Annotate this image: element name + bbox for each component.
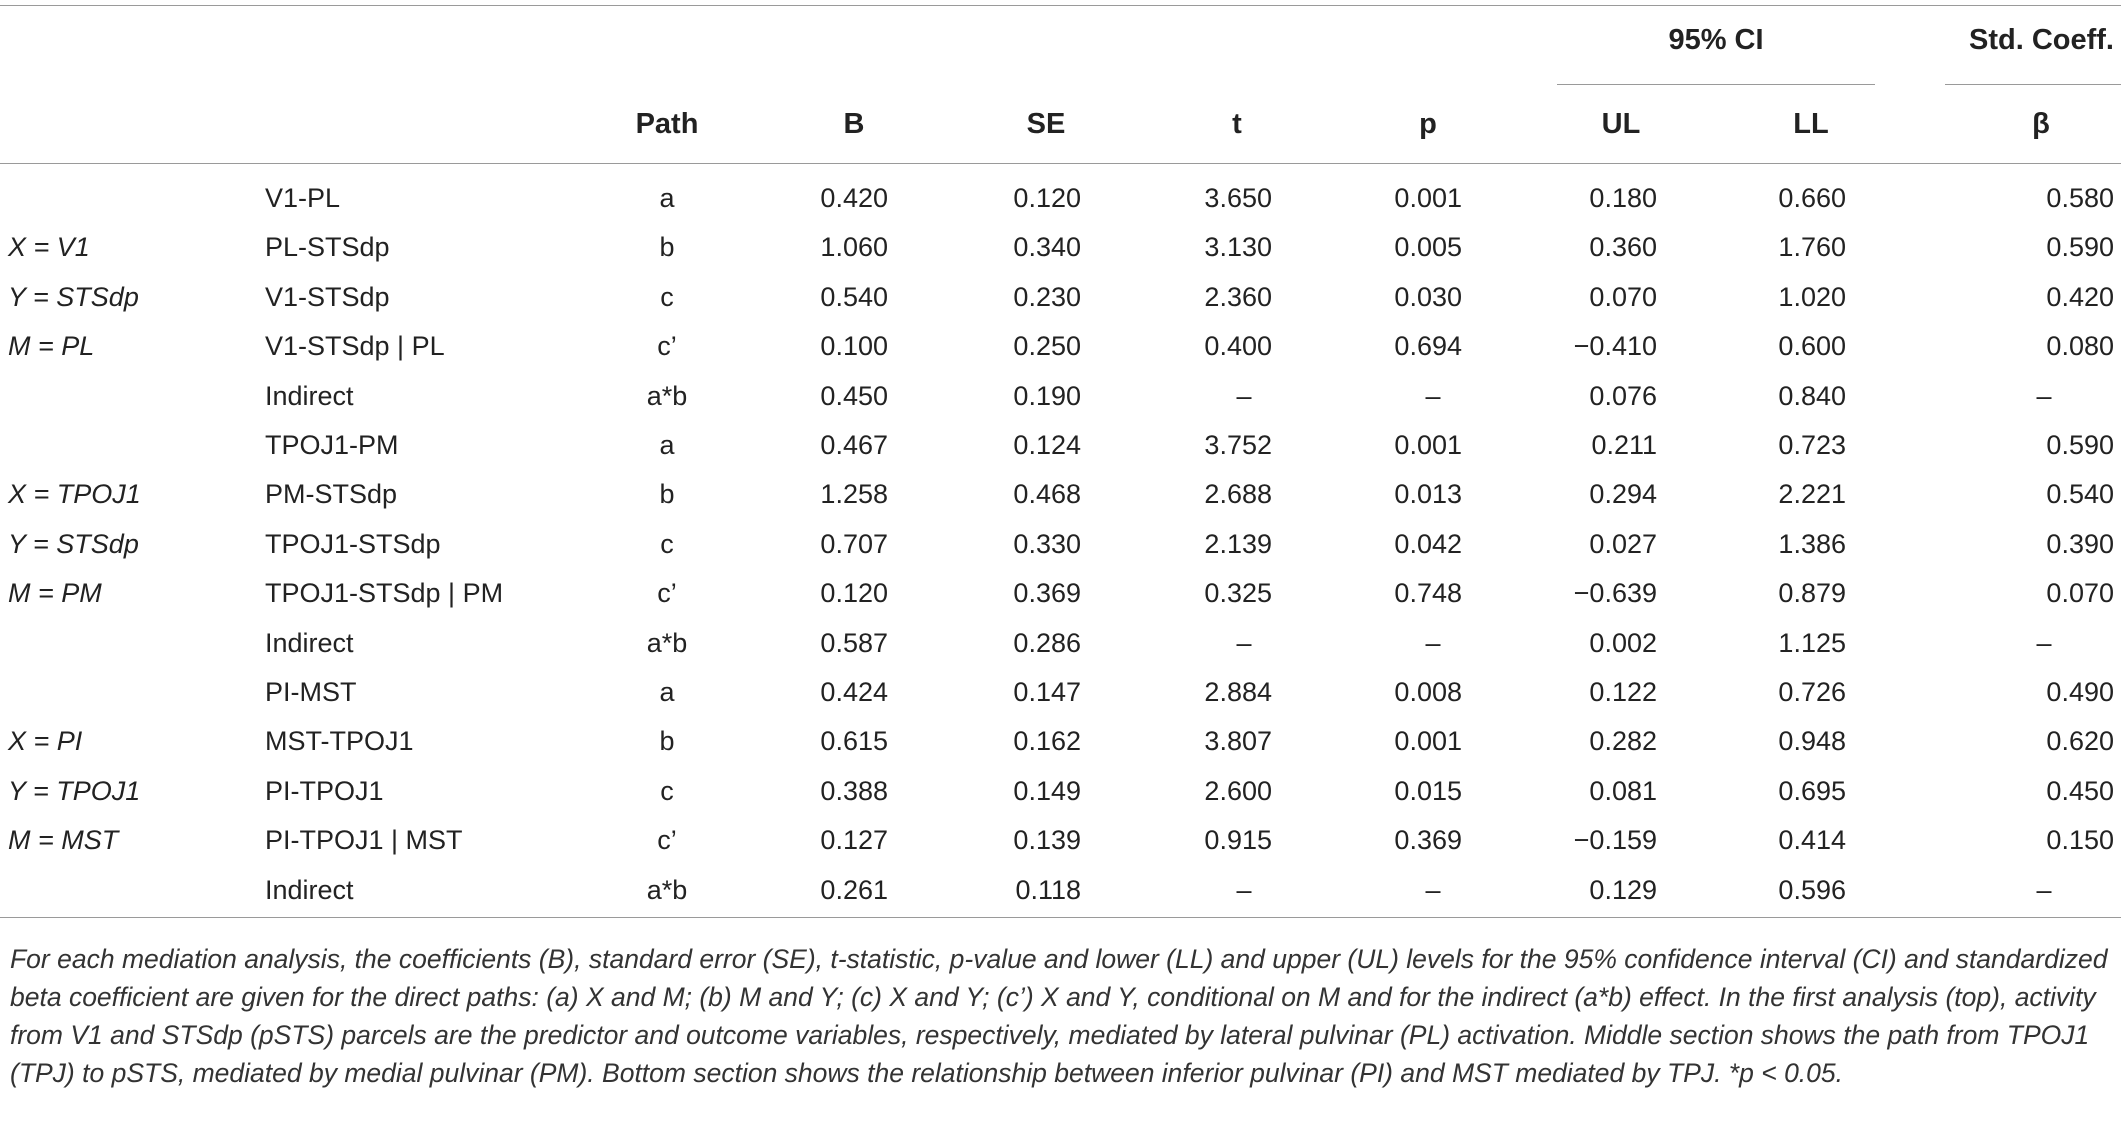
ul-cell: 0.211	[1591, 430, 1657, 460]
beta-cell: 0.590	[2046, 430, 2114, 460]
path-name-cell: PI-TPOJ1	[265, 776, 384, 806]
beta-cell: 0.450	[2046, 776, 2114, 806]
path-cell: a	[659, 430, 675, 460]
path-cell: a	[659, 183, 675, 213]
std-coeff-group-rule	[1945, 84, 2121, 85]
table-top-rule	[0, 5, 2121, 6]
column-header-path: Path	[635, 108, 699, 140]
ul-cell: 0.294	[1589, 479, 1657, 509]
p-cell: –	[1425, 628, 1441, 658]
t-cell: 2.360	[1204, 282, 1272, 312]
header-bottom-rule	[0, 163, 2121, 164]
p-cell: 0.005	[1394, 232, 1462, 262]
ul-cell: −0.159	[1573, 825, 1657, 855]
path-name-cell: V1-PL	[265, 183, 341, 213]
beta-cell: –	[2036, 381, 2052, 411]
se-cell: 0.330	[1013, 529, 1081, 559]
path-cell: b	[659, 726, 675, 756]
ul-cell: 0.027	[1589, 529, 1657, 559]
se-cell: 0.120	[1013, 183, 1081, 213]
beta-cell: 0.080	[2046, 331, 2114, 361]
model-cell: Y = STSdp	[8, 282, 139, 312]
b-cell: 0.587	[820, 628, 888, 658]
path-cell: c’	[657, 331, 677, 361]
column-header-ul: UL	[1601, 108, 1641, 140]
ul-cell: 0.282	[1589, 726, 1657, 756]
ll-cell: 0.726	[1778, 677, 1846, 707]
p-cell: 0.030	[1394, 282, 1462, 312]
model-cell: M = MST	[8, 825, 119, 855]
t-cell: 2.600	[1204, 776, 1272, 806]
column-header-ll: LL	[1793, 108, 1829, 140]
p-cell: 0.748	[1394, 578, 1462, 608]
beta-cell: 0.590	[2046, 232, 2114, 262]
path-cell: c’	[657, 578, 677, 608]
path-cell: b	[659, 232, 675, 262]
model-cell: Y = STSdp	[8, 529, 139, 559]
t-cell: 3.130	[1204, 232, 1272, 262]
ll-cell: 0.660	[1778, 183, 1846, 213]
path-name-cell: PM-STSdp	[265, 479, 398, 509]
se-cell: 0.190	[1013, 381, 1081, 411]
beta-cell: 0.420	[2046, 282, 2114, 312]
path-name-cell: V1-STSdp | PL	[265, 331, 445, 361]
se-cell: 0.230	[1013, 282, 1081, 312]
path-name-cell: PI-MST	[265, 677, 357, 707]
column-header-p: p	[1419, 108, 1437, 140]
ll-cell: 0.948	[1778, 726, 1846, 756]
column-header-t: t	[1232, 108, 1242, 140]
path-cell: b	[659, 479, 675, 509]
ll-cell: 0.723	[1778, 430, 1846, 460]
path-name-cell: Indirect	[265, 875, 354, 905]
se-cell: 0.147	[1013, 677, 1081, 707]
ul-cell: 0.122	[1589, 677, 1657, 707]
model-cell: X = TPOJ1	[8, 479, 141, 509]
b-cell: 0.388	[820, 776, 888, 806]
se-cell: 0.139	[1013, 825, 1081, 855]
b-cell: 0.120	[820, 578, 888, 608]
ul-cell: 0.070	[1589, 282, 1657, 312]
path-name-cell: Indirect	[265, 381, 354, 411]
ll-cell: 1.020	[1778, 282, 1846, 312]
path-name-cell: TPOJ1-STSdp	[265, 529, 441, 559]
model-cell: X = V1	[8, 232, 90, 262]
p-cell: –	[1425, 875, 1441, 905]
ul-cell: −0.639	[1573, 578, 1657, 608]
beta-cell: 0.620	[2046, 726, 2114, 756]
beta-cell: –	[2036, 875, 2052, 905]
column-header-beta: β	[2032, 108, 2050, 140]
beta-cell: 0.150	[2046, 825, 2114, 855]
b-cell: 0.424	[820, 677, 888, 707]
se-cell: 0.162	[1013, 726, 1081, 756]
se-cell: 0.468	[1013, 479, 1081, 509]
b-cell: 0.467	[820, 430, 888, 460]
p-cell: 0.015	[1394, 776, 1462, 806]
path-name-cell: Indirect	[265, 628, 354, 658]
ci-group-header: 95% CI	[1668, 24, 1764, 56]
path-cell: c	[660, 776, 674, 806]
path-name-cell: V1-STSdp	[265, 282, 390, 312]
path-cell: a*b	[646, 628, 688, 658]
t-cell: 0.400	[1204, 331, 1272, 361]
beta-cell: 0.390	[2046, 529, 2114, 559]
ul-cell: 0.129	[1589, 875, 1657, 905]
t-cell: 0.915	[1204, 825, 1272, 855]
p-cell: 0.042	[1394, 529, 1462, 559]
model-cell: X = PI	[8, 726, 83, 756]
ul-cell: 0.360	[1589, 232, 1657, 262]
se-cell: 0.118	[1015, 875, 1081, 905]
p-cell: 0.001	[1394, 430, 1462, 460]
path-cell: a*b	[646, 875, 688, 905]
b-cell: 0.707	[820, 529, 888, 559]
p-cell: 0.369	[1394, 825, 1462, 855]
column-header-se: SE	[1026, 108, 1066, 140]
ll-cell: 1.760	[1778, 232, 1846, 262]
path-cell: a	[659, 677, 675, 707]
path-cell: c’	[657, 825, 677, 855]
ul-cell: 0.076	[1589, 381, 1657, 411]
ll-cell: 0.695	[1778, 776, 1846, 806]
p-cell: 0.008	[1394, 677, 1462, 707]
ll-cell: 1.125	[1778, 628, 1846, 658]
path-name-cell: PI-TPOJ1 | MST	[265, 825, 463, 855]
b-cell: 0.420	[820, 183, 888, 213]
b-cell: 0.100	[820, 331, 888, 361]
b-cell: 0.615	[820, 726, 888, 756]
beta-cell: 0.580	[2046, 183, 2114, 213]
ci-group-rule	[1557, 84, 1875, 85]
t-cell: –	[1236, 628, 1252, 658]
t-cell: 2.688	[1204, 479, 1272, 509]
t-cell: 2.139	[1204, 529, 1272, 559]
b-cell: 0.261	[820, 875, 888, 905]
b-cell: 0.540	[820, 282, 888, 312]
p-cell: 0.001	[1394, 183, 1462, 213]
ul-cell: −0.410	[1573, 331, 1657, 361]
p-cell: –	[1425, 381, 1441, 411]
b-cell: 1.060	[820, 232, 888, 262]
table-caption: For each mediation analysis, the coefficients (B), standard error (SE), t-statistic, p-value and lower (LL) and upper (UL) levels for the 95% confidence interval (CI) and standardized beta coefficient are given for the direct paths: (a) X and M; (b) M and Y; (c) X and Y; (c’) X and Y, conditional on M and for the indirect (a*b) effect. In the first analysis (top), activity from V1 and STSdp (pSTS) parcels are the predictor and outcome variables, respectively, mediated by lateral pulvinar (PL) activation. Middle section shows the path from TPOJ1 (TPJ) to pSTS, mediated by medial pulvinar (PM). Bottom section shows the relationship between inferior pulvinar (PI) and MST mediated by TPJ. *p < 0.05.	[10, 944, 2108, 1088]
path-name-cell: TPOJ1-STSdp | PM	[265, 578, 504, 608]
t-cell: –	[1236, 381, 1252, 411]
beta-cell: 0.070	[2046, 578, 2114, 608]
model-cell: M = PL	[8, 331, 95, 361]
model-cell: M = PM	[8, 578, 102, 608]
path-cell: c	[660, 529, 674, 559]
ul-cell: 0.002	[1589, 628, 1657, 658]
p-cell: 0.001	[1394, 726, 1462, 756]
beta-cell: 0.490	[2046, 677, 2114, 707]
t-cell: 0.325	[1204, 578, 1272, 608]
ll-cell: 2.221	[1778, 479, 1846, 509]
ll-cell: 0.600	[1778, 331, 1846, 361]
path-name-cell: MST-TPOJ1	[265, 726, 414, 756]
ll-cell: 0.879	[1778, 578, 1846, 608]
se-cell: 0.340	[1013, 232, 1081, 262]
ll-cell: 0.414	[1778, 825, 1846, 855]
beta-cell: 0.540	[2046, 479, 2114, 509]
se-cell: 0.149	[1013, 776, 1081, 806]
path-name-cell: PL-STSdp	[265, 232, 390, 262]
ll-cell: 1.386	[1778, 529, 1846, 559]
beta-cell: –	[2036, 628, 2052, 658]
se-cell: 0.286	[1013, 628, 1081, 658]
model-cell: Y = TPOJ1	[8, 776, 141, 806]
path-cell: a*b	[646, 381, 688, 411]
t-cell: 2.884	[1204, 677, 1272, 707]
table-bottom-rule	[0, 917, 2121, 918]
se-cell: 0.124	[1013, 430, 1081, 460]
se-cell: 0.369	[1013, 578, 1081, 608]
path-name-cell: TPOJ1-PM	[265, 430, 399, 460]
ll-cell: 0.596	[1778, 875, 1846, 905]
t-cell: 3.752	[1204, 430, 1272, 460]
t-cell: 3.807	[1204, 726, 1272, 756]
b-cell: 0.450	[820, 381, 888, 411]
se-cell: 0.250	[1013, 331, 1081, 361]
ul-cell: 0.180	[1589, 183, 1657, 213]
path-cell: c	[660, 282, 674, 312]
p-cell: 0.694	[1394, 331, 1462, 361]
std-coeff-group-header: Std. Coeff.	[1969, 24, 2114, 56]
b-cell: 1.258	[820, 479, 888, 509]
p-cell: 0.013	[1394, 479, 1462, 509]
t-cell: –	[1236, 875, 1252, 905]
ll-cell: 0.840	[1778, 381, 1846, 411]
ul-cell: 0.081	[1589, 776, 1657, 806]
b-cell: 0.127	[820, 825, 888, 855]
column-header-b: B	[843, 108, 865, 140]
t-cell: 3.650	[1204, 183, 1272, 213]
